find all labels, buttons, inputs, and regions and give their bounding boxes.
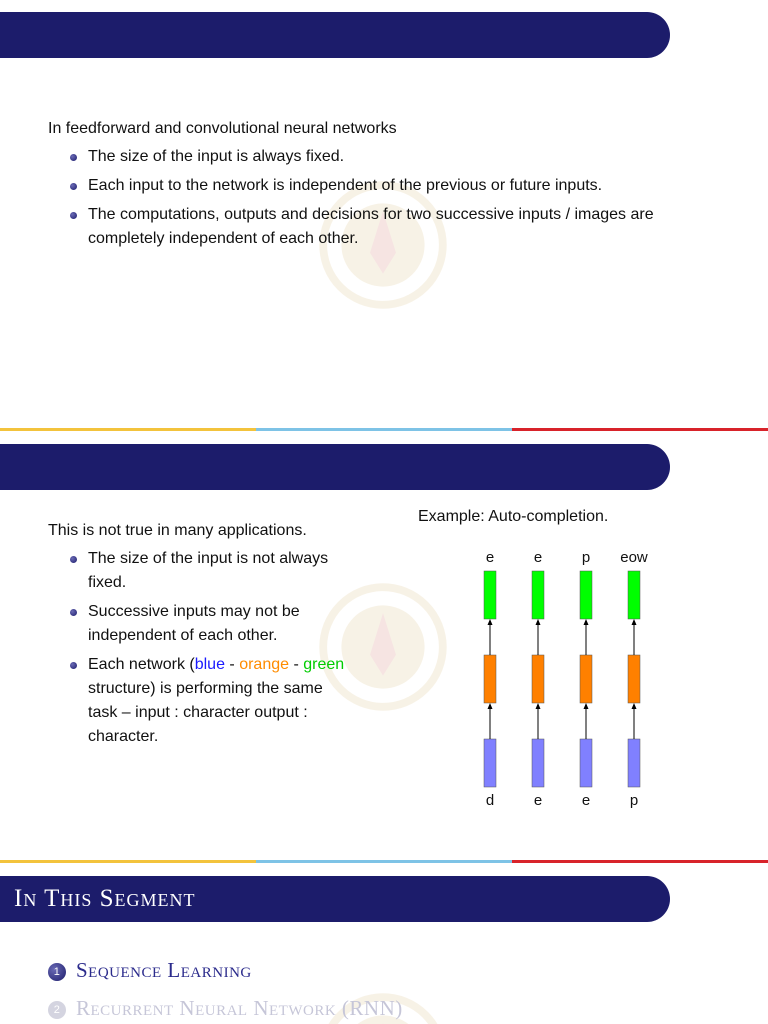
hidden-layer-box <box>484 655 496 703</box>
arrow-head-icon <box>584 619 589 625</box>
slide-divider <box>0 428 768 431</box>
arrow-head-icon <box>584 703 589 709</box>
input-layer-box <box>628 739 640 787</box>
input-layer-box <box>532 739 544 787</box>
slide-3 <box>0 864 768 1024</box>
list-item: The size of the input is always fixed. <box>48 145 728 169</box>
bullet-icon <box>70 212 77 219</box>
arrow-head-icon <box>488 703 493 709</box>
arrow-head-icon <box>488 619 493 625</box>
toc-item-rnn[interactable]: 2 Recurrent Neural Network (RNN) <box>48 996 403 1021</box>
output-layer-box <box>580 571 592 619</box>
blue-keyword: blue <box>194 656 225 673</box>
input-char-label: e <box>533 792 543 809</box>
bullet-list <box>48 145 728 256</box>
arrow-head-icon <box>632 703 637 709</box>
input-char-label: d <box>485 792 495 809</box>
slide-title-bar <box>0 12 670 58</box>
list-item: Each network (blue - orange - green structure) is performing the same task – input : character output : character. <box>48 653 348 749</box>
output-layer-box <box>484 571 496 619</box>
arrow-head-icon <box>632 619 637 625</box>
arrow-head-icon <box>536 703 541 709</box>
hidden-layer-box <box>532 655 544 703</box>
slide-title-bar <box>0 444 670 490</box>
list-item: Each input to the network is independent of the previous or future inputs. <box>48 174 728 198</box>
rnn-column <box>532 549 544 809</box>
toc-number-icon: 1 <box>48 963 66 981</box>
output-char-label: e <box>533 549 543 566</box>
output-layer-box <box>532 571 544 619</box>
intro-text: This is not true in many applications. <box>48 522 307 539</box>
rnn-column <box>620 549 648 809</box>
bullet-icon <box>70 662 77 669</box>
input-char-label: e <box>581 792 591 809</box>
list-item: The computations, outputs and decisions for two successive inputs / images are completely independent of each other. <box>48 203 728 251</box>
rnn-unrolled-diagram <box>460 542 700 822</box>
output-char-label: e <box>485 549 495 566</box>
rnn-column <box>580 549 592 809</box>
list-item: Successive inputs may not be independent of each other. <box>48 600 348 648</box>
input-char-label: p <box>629 792 639 809</box>
toc-number-icon: 2 <box>48 1001 66 1019</box>
input-layer-box <box>484 739 496 787</box>
rnn-column <box>484 549 496 809</box>
list-item: The size of the input is not always fixed. <box>48 547 348 595</box>
input-layer-box <box>580 739 592 787</box>
slide-title-bar: In This Segment <box>0 876 670 922</box>
slide-2 <box>0 432 768 864</box>
hidden-layer-box <box>580 655 592 703</box>
green-keyword: green <box>303 656 345 673</box>
bullet-icon <box>70 154 77 161</box>
output-layer-box <box>628 571 640 619</box>
bullet-icon <box>70 609 77 616</box>
bullet-icon <box>70 556 77 563</box>
intro-text: In feedforward and convolutional neural networks <box>48 120 397 137</box>
toc-item-sequence-learning[interactable]: 1 Sequence Learning <box>48 958 252 983</box>
orange-keyword: orange <box>239 656 290 673</box>
bullet-list <box>48 547 348 754</box>
hidden-layer-box <box>628 655 640 703</box>
example-title: Example: Auto-completion. <box>418 508 609 525</box>
bullet-icon <box>70 183 77 190</box>
arrow-head-icon <box>536 619 541 625</box>
output-char-label: eow <box>620 549 648 566</box>
output-char-label: p <box>581 549 591 566</box>
slide-divider <box>0 860 768 863</box>
slide-1 <box>0 0 768 432</box>
